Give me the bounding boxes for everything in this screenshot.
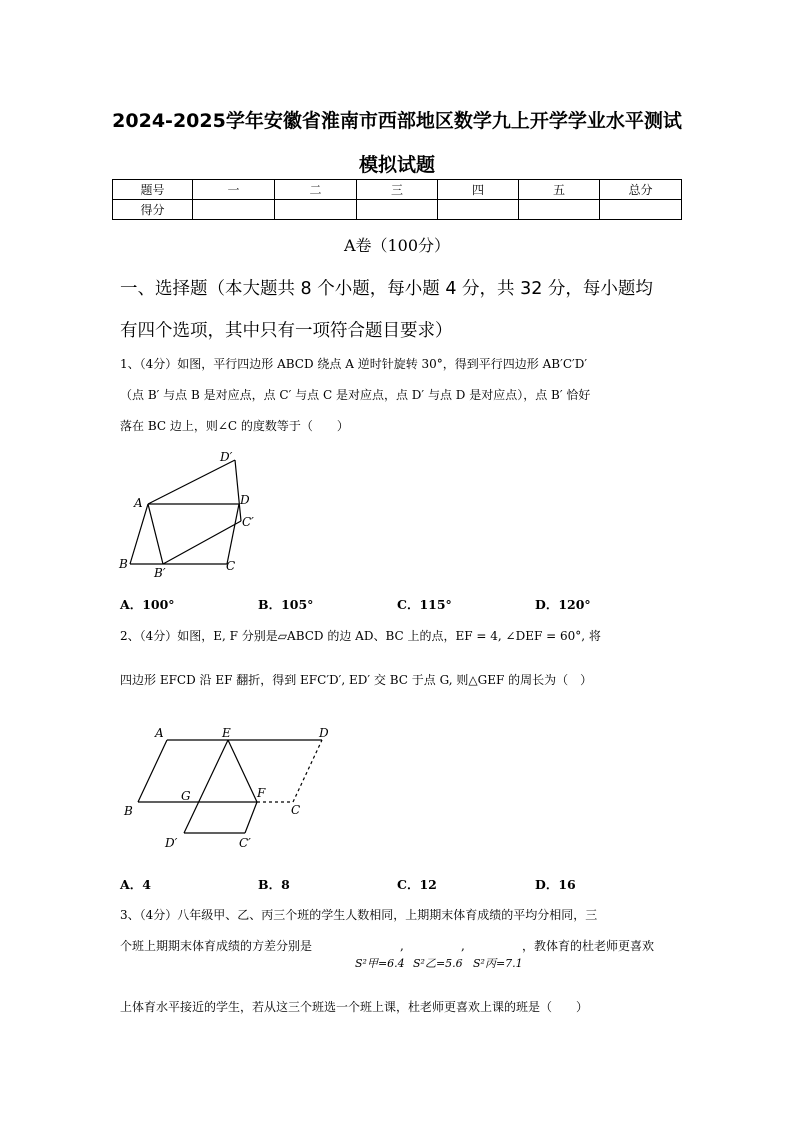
score-cell[interactable] — [275, 200, 357, 220]
q2-option-a[interactable]: A．4 — [120, 877, 151, 892]
q1-text-line2: （点 B′ 与点 B 是对应点，点 C′ 与点 C 是对应点，点 D′ 与点 D 是对应点），点 B′ 恰好 — [120, 388, 591, 402]
q2-edge-cd-dashed — [293, 740, 322, 802]
q1-label-d: D — [240, 493, 250, 507]
q1-option-d[interactable]: D．120° — [535, 597, 591, 612]
q2-text-line1: 2、（4分）如图，E, F 分别是▱ABCD 的边 AD、BC 上的点，EF = 4, ∠DEF = 60°, 将 — [120, 629, 601, 643]
score-header-cell: 题号 — [113, 180, 193, 200]
q1-edge-ab1 — [148, 504, 163, 564]
q1-label-c1: C′ — [242, 515, 254, 529]
section-a-heading: A卷（100分） — [343, 236, 451, 255]
q1-option-c[interactable]: C．115° — [397, 597, 452, 612]
score-header-cell: 一 — [193, 180, 275, 200]
doc-title-line2: 模拟试题 — [358, 154, 435, 176]
q1-label-c: C — [226, 559, 236, 573]
q1-edge-ab — [130, 504, 148, 564]
q1-figure — [110, 445, 270, 585]
q2-label-a: A — [155, 726, 164, 740]
q3-sep-2: , — [461, 939, 465, 953]
q3-text-line2b: ，教体育的杜老师更喜欢 — [522, 939, 655, 953]
q1-edge-b1c1 — [163, 521, 241, 564]
q1-option-a[interactable]: A．100° — [120, 597, 175, 612]
score-table-score-row — [113, 200, 682, 220]
q1-text-line1: 1、（4分）如图，平行四边形 ABCD 绕点 A 逆时针旋转 30°，得到平行四边形 AB′C′D′ — [120, 357, 588, 371]
q2-text-line2: 四边形 EFCD 沿 EF 翻折，得到 EFC′D′, ED′ 交 BC 于点 G, 则△GEF 的周长为（ ） — [120, 673, 593, 687]
q1-edge-cd — [227, 504, 239, 564]
q2-label-e: E — [222, 726, 231, 740]
q3-sep-1: , — [400, 939, 404, 953]
q2-option-d[interactable]: D．16 — [535, 877, 576, 892]
score-cell[interactable] — [518, 200, 599, 220]
score-cell[interactable] — [437, 200, 518, 220]
q1-label-b: B — [119, 557, 128, 571]
score-cell[interactable] — [193, 200, 275, 220]
q1-edge-d1a — [148, 460, 235, 504]
q2-label-c1: C′ — [239, 836, 251, 850]
q1-label-a: A — [134, 496, 143, 510]
q2-edge-ef — [228, 740, 257, 802]
q1-label-d1: D′ — [220, 450, 233, 464]
q2-label-d1: D′ — [165, 836, 178, 850]
q2-label-c: C — [291, 803, 301, 817]
q3-variance-c: S²丙=7.1 — [473, 957, 523, 970]
q2-label-d: D — [319, 726, 329, 740]
q2-option-c[interactable]: C．12 — [397, 877, 437, 892]
q2-edge-ed1 — [184, 740, 228, 833]
part-one-heading-line2: 有四个选项，其中只有一项符合题目要求） — [120, 321, 453, 341]
q2-label-g: G — [181, 789, 191, 803]
q2-figure — [115, 720, 345, 855]
q2-label-b: B — [124, 804, 133, 818]
q3-text-line2a: 个班上期期末体育成绩的方差分别是 — [120, 939, 313, 953]
doc-title-line1: 2024-2025学年安徽省淮南市西部地区数学九上开学学业水平测试 — [112, 110, 682, 132]
q1-label-b1: B′ — [154, 566, 166, 580]
q3-text-line3: 上体育水平接近的学生，若从这三个班选一个班上课，杜老师更喜欢上课的班是（ ） — [120, 1000, 589, 1014]
score-header-cell: 总分 — [599, 180, 681, 200]
score-table — [112, 179, 682, 220]
q1-text-line3: 落在 BC 边上，则∠C 的度数等于（ ） — [120, 419, 349, 433]
q1-option-b[interactable]: B．105° — [258, 597, 314, 612]
q2-edge-ab — [138, 740, 167, 802]
q3-variance-a: S²甲=6.4 — [355, 957, 405, 970]
score-cell[interactable] — [599, 200, 681, 220]
score-header-cell: 二 — [275, 180, 357, 200]
score-header-cell: 四 — [437, 180, 518, 200]
score-table-header-row — [113, 180, 682, 200]
q2-option-b[interactable]: B．8 — [258, 877, 290, 892]
score-cell[interactable] — [356, 200, 437, 220]
q2-label-f: F — [257, 786, 266, 800]
score-row-label: 得分 — [113, 200, 193, 220]
q3-text-line1: 3、（4分）八年级甲、乙、丙三个班的学生人数相同，上期期末体育成绩的平均分相同，三 — [120, 908, 598, 922]
score-header-cell: 三 — [356, 180, 437, 200]
score-header-cell: 五 — [518, 180, 599, 200]
q2-edge-c1f — [245, 802, 257, 833]
part-one-heading-line1: 一、选择题（本大题共 8 个小题，每小题 4 分，共 32 分，每小题均 — [120, 279, 653, 299]
q3-variance-b: S²乙=5.6 — [413, 957, 463, 970]
